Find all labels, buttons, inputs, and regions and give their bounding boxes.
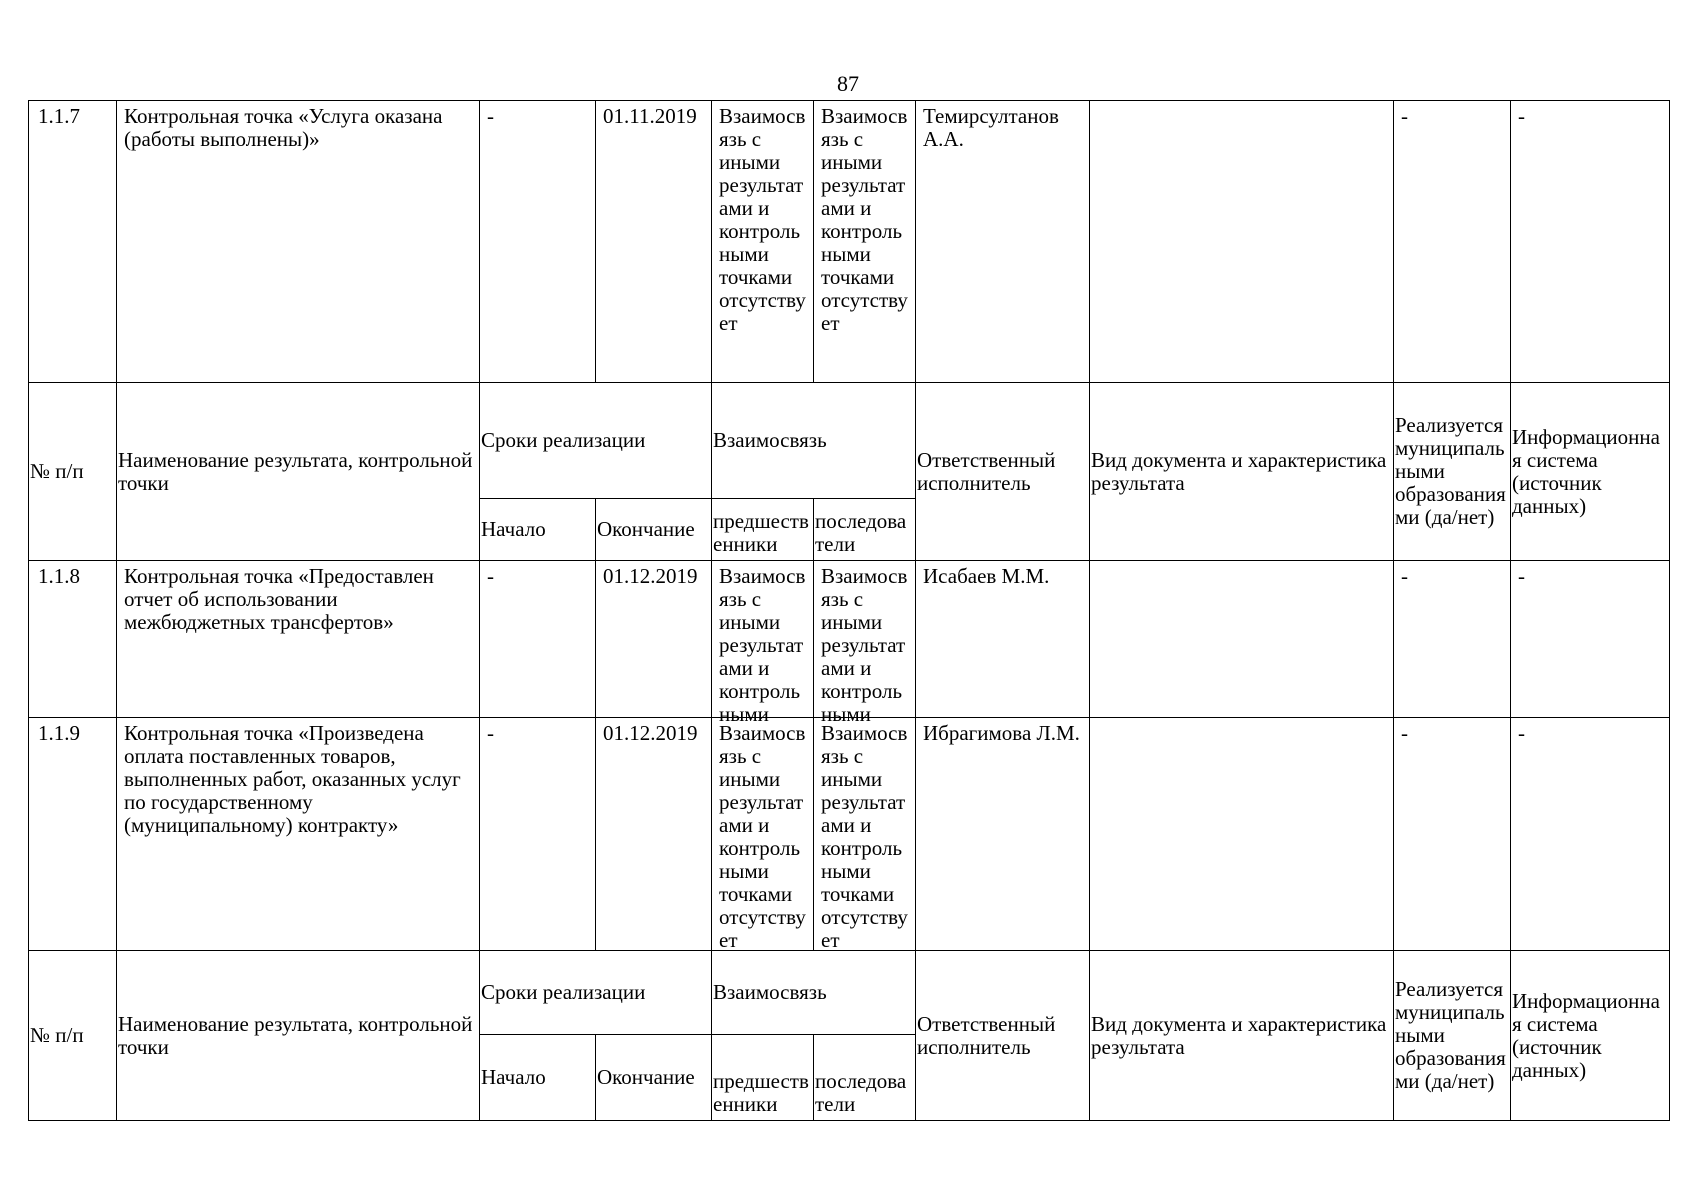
result-name: Контрольная точка «Предоставлен отчет об использовании межбюджетных трансфертов» (117, 561, 480, 718)
header-responsible: Ответственный исполнитель (916, 951, 1090, 1121)
successors-text: Взаимосвязь с иными результатами и контрольными (821, 564, 908, 726)
header-terms: Сроки реализации (480, 951, 712, 1035)
row-number: 1.1.8 (29, 561, 117, 718)
header-doc-type: Вид документа и характеристика результата (1090, 951, 1394, 1121)
successors-text: Взаимосвязь с иными результатами и контрольными точками отсутствует (821, 721, 908, 952)
predecessors-text: Взаимосвязь с иными результатами и контрольными точками отсутствует (719, 721, 806, 952)
table-row (29, 101, 1670, 383)
header-successors: последователи (814, 1035, 916, 1121)
info-system: - (1511, 101, 1670, 383)
header-info-system: Информационная система (источник данных) (1511, 383, 1670, 561)
start-date: - (480, 718, 596, 951)
header-num: № п/п (29, 383, 117, 561)
header-start: Начало (480, 499, 596, 561)
end-date: 01.12.2019 (596, 718, 712, 951)
result-name: Контрольная точка «Произведена оплата поставленных товаров, выполненных работ, оказанных услуг по государственному (муниципальному) контракту» (117, 718, 480, 951)
header-predecessors: предшественники (712, 499, 814, 561)
predecessors (712, 718, 814, 951)
row-number: 1.1.7 (29, 101, 117, 383)
predecessors (712, 561, 814, 726)
municipal-flag: - (1394, 101, 1511, 383)
header-relation: Взаимосвязь (712, 383, 916, 499)
header-responsible: Ответственный исполнитель (916, 383, 1090, 561)
table-header-row (29, 951, 1670, 1035)
start-date: - (480, 561, 596, 718)
table-header-row (29, 383, 1670, 499)
header-end: Окончание (596, 1035, 712, 1121)
municipal-flag: - (1394, 718, 1511, 951)
header-municipal: Реализуется муниципальными образованиями (да/нет) (1394, 951, 1511, 1121)
table-row (29, 718, 1670, 951)
predecessors: Взаимосвязь с иными результатами и контрольными точками отсутствует (712, 101, 814, 383)
row-number: 1.1.9 (29, 718, 117, 951)
start-date: - (480, 101, 596, 383)
table-row (29, 561, 1670, 718)
header-successors: последователи (814, 499, 916, 561)
responsible: Темирсултанов А.А. (916, 101, 1090, 383)
header-doc-type: Вид документа и характеристика результата (1090, 383, 1394, 561)
municipal-flag: - (1394, 561, 1511, 718)
info-system: - (1511, 718, 1670, 951)
successors (814, 561, 916, 726)
header-name: Наименование результата, контрольной точки (117, 951, 480, 1121)
header-info-system: Информационная система (источник данных) (1511, 951, 1670, 1121)
header-relation: Взаимосвязь (712, 951, 916, 1035)
header-name: Наименование результата, контрольной точки (117, 383, 480, 561)
header-terms: Сроки реализации (480, 383, 712, 499)
header-num: № п/п (29, 951, 117, 1121)
header-predecessors: предшественники (712, 1035, 814, 1121)
doc-type (1090, 101, 1394, 383)
doc-type (1090, 561, 1394, 718)
successors (814, 718, 916, 951)
header-start: Начало (480, 1035, 596, 1121)
successors: Взаимосвязь с иными результатами и контрольными точками отсутствует (814, 101, 916, 383)
header-municipal: Реализуется муниципальными образованиями (да/нет) (1394, 383, 1511, 561)
control-points-table (28, 100, 1670, 1121)
page-number: 87 (837, 71, 859, 96)
header-end: Окончание (596, 499, 712, 561)
info-system: - (1511, 561, 1670, 718)
end-date: 01.11.2019 (596, 101, 712, 383)
responsible: Исабаев М.М. (916, 561, 1090, 718)
result-name: Контрольная точка «Услуга оказана (работы выполнены)» (117, 101, 480, 383)
predecessors-text: Взаимосвязь с иными результатами и контрольными (719, 564, 806, 726)
responsible: Ибрагимова Л.М. (916, 718, 1090, 951)
end-date: 01.12.2019 (596, 561, 712, 718)
doc-type (1090, 718, 1394, 951)
